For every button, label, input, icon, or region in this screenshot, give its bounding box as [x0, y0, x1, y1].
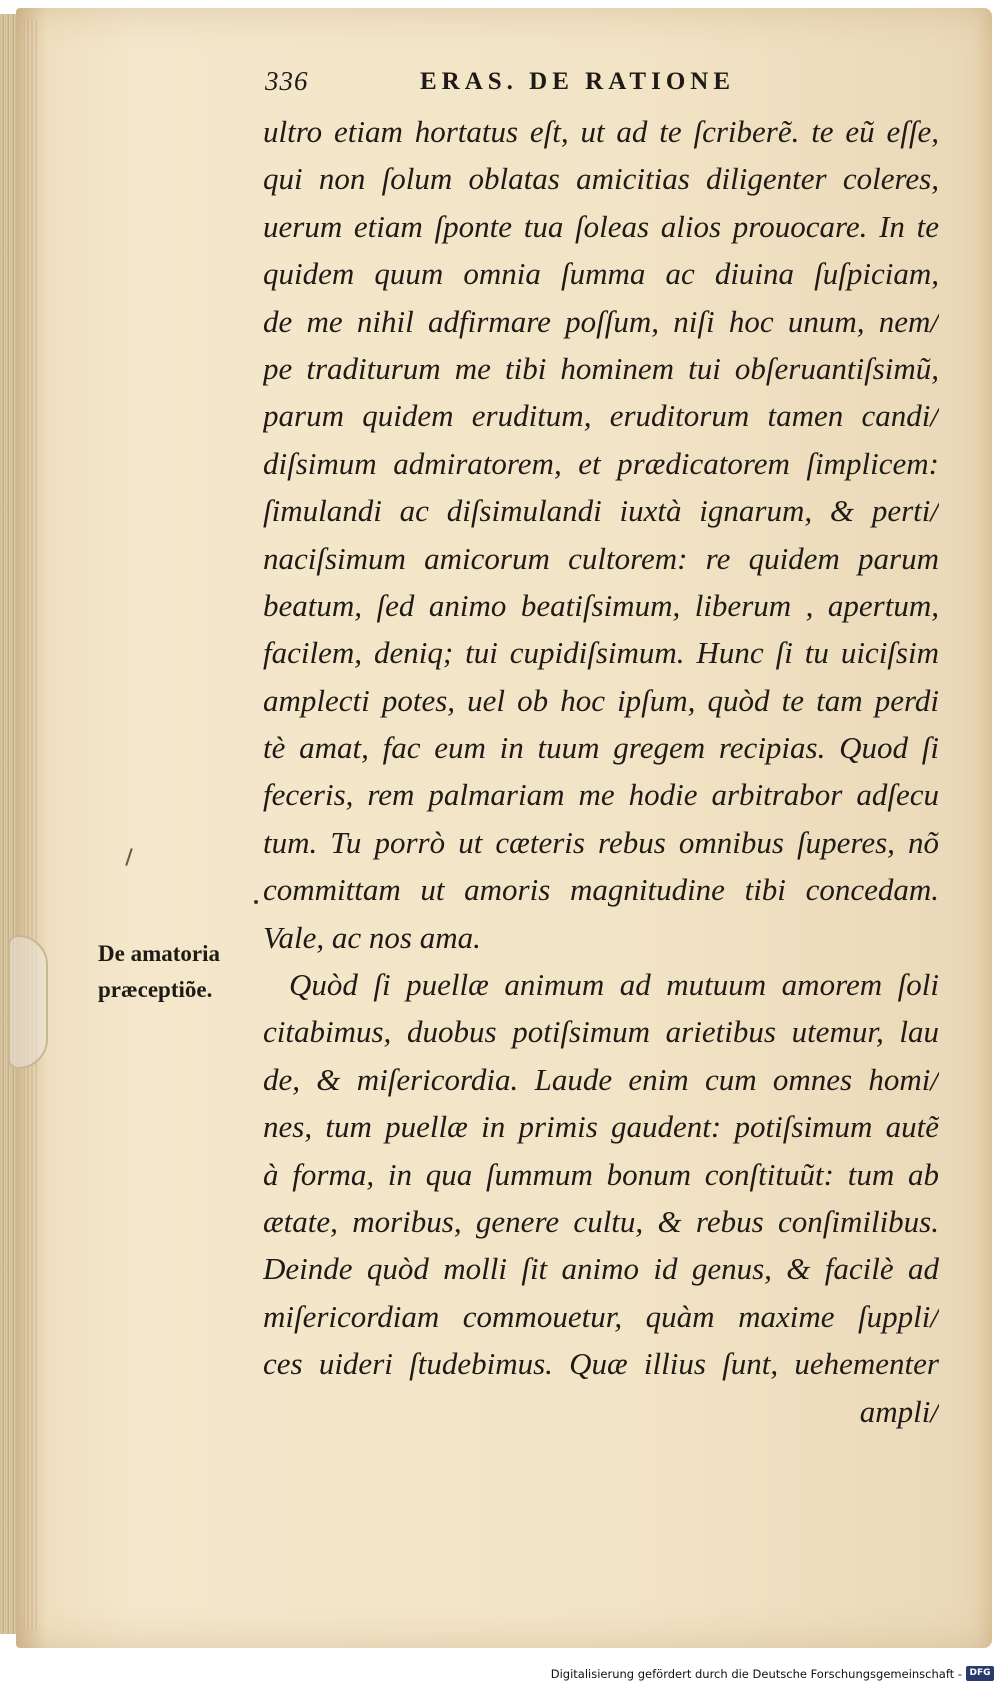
marginal-note-line: De amatoria	[98, 941, 220, 966]
text-line: à forma, in qua ſummum bonum conſtituũt: tum ab	[263, 1156, 939, 1192]
text-line: uerum etiam ſponte tua ſoleas alios prouocare. In te	[263, 208, 939, 244]
running-head	[0, 66, 1000, 106]
text-line: de me nihil adfirmare poſſum, niſi hoc unum, nem/	[263, 303, 939, 339]
text-line: committam ut amoris magnitudine tibi concedam.	[263, 872, 939, 908]
funding-credit: Digitalisierung gefördert durch die Deutsche Forschungsgemeinschaft -	[550, 1667, 962, 1681]
book-clasp	[8, 935, 48, 1069]
text-line: qui non ſolum oblatas amicitias diligenter coleres,	[263, 161, 939, 197]
page-number: 336	[265, 66, 309, 96]
marginal-note	[98, 936, 258, 1008]
text-line: tum. Tu porrò ut cæteris rebus omnibus ſuperes, nõ	[263, 824, 939, 860]
text-line: pe traditurum me tibi hominem tui obſeruantiſsimũ,	[263, 350, 939, 386]
running-head-title: ERAS. DE RATIONE	[420, 68, 735, 95]
text-line: quidem quum omnia ſumma ac diuina ſuſpiciam,	[263, 256, 939, 292]
catchword: ampli/	[859, 1393, 939, 1429]
page-gutter	[24, 20, 38, 1630]
text-line: ætate, moribus, genere cultu, & rebus conſimilibus.	[263, 1203, 939, 1239]
text-line: de, & miſericordia. Laude enim cum omnes homi/	[263, 1061, 939, 1097]
ink-dot	[254, 900, 258, 904]
text-line: nes, tum puellæ in primis gaudent: potiſsimum autẽ	[263, 1109, 939, 1145]
text-line: miſericordiam commouetur, quàm maxime ſuppli/	[263, 1298, 939, 1334]
text-line: Deinde quòd molli ſit animo id genus, & facilè ad	[263, 1251, 939, 1287]
text-line: amplecti potes, uel ob hoc ipſum, quòd te tam perdi	[263, 682, 939, 718]
marginal-note-line: præceptiõe.	[98, 977, 213, 1002]
text-line: tè amat, fac eum in tuum gregem recipias. Quod ſi	[263, 730, 939, 766]
text-line: parum quidem eruditum, eruditorum tamen candi/	[263, 398, 939, 434]
text-line: beatum, ſed animo beatiſsimum, liberum , apertum,	[263, 587, 939, 623]
text-line: ces uideri ſtudebimus. Quæ illius ſunt, uehementer	[263, 1346, 939, 1382]
text-line: feceris, rem palmariam me hodie arbitrabor adſecu	[263, 777, 939, 813]
text-line: facilem, deniq; tui cupidiſsimum. Hunc ſi tu uiciſsim	[263, 635, 939, 671]
text-line: citabimus, duobus potiſsimum arietibus utemur, lau	[263, 1014, 939, 1050]
text-line: naciſsimum amicorum cultorem: re quidem parum	[263, 540, 939, 576]
digitization-footer	[0, 1662, 1000, 1687]
text-line: ultro etiam hortatus eſt, ut ad te ſcriberẽ. te eũ eſſe,	[263, 114, 939, 149]
text-line: ſimulandi ac diſsimulandi iuxtà ignarum, & perti/	[263, 493, 939, 529]
text-line: Quòd ſi puellæ animum ad mutuum amorem ſoli	[289, 967, 939, 1003]
text-line: Vale, ac nos ama.	[263, 919, 481, 955]
dfg-logo: DFG	[966, 1666, 994, 1681]
text-line: diſsimum admiratorem, et prædicatorem ſimplicem:	[263, 445, 939, 481]
body-text	[263, 108, 939, 1435]
